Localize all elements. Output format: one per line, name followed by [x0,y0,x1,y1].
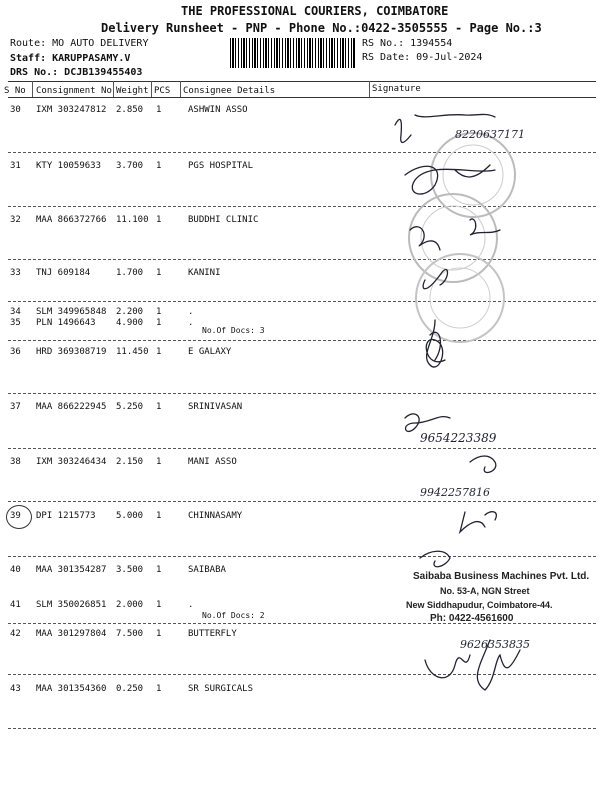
row-weight: 2.200 [116,307,144,317]
row-pcs: 1 [156,161,162,171]
docs-count: No.Of Docs: 3 [202,326,265,335]
row-sno: 30 [10,105,21,115]
stamp-company: Saibaba Business Machines Pvt. Ltd. [413,571,590,582]
docs-count: No.Of Docs: 2 [202,611,265,620]
row-consignment: HRD 369308719 [36,347,107,357]
row-consignee: KANINI [188,268,221,278]
row-sno: 37 [10,402,21,412]
row-weight: 7.500 [116,629,144,639]
signature-scribbles [375,100,595,730]
row-consignment: SLM 349965848 [36,307,107,317]
row-pcs: 1 [156,105,162,115]
row-consignee: MANI ASSO [188,457,237,467]
row-weight: 4.900 [116,318,144,328]
row-weight: 11.450 [116,347,149,357]
row-weight: 3.500 [116,565,144,575]
rs-number: RS No.: 1394554 [362,38,453,49]
row-consignee: CHINNASAMY [188,511,243,521]
col-consignee: Consignee Details [183,86,276,96]
row-consignment: DPI 1215773 [36,511,96,521]
handwritten-phone-42: 9626353835 [460,638,530,651]
runsheet-subtitle: Delivery Runsheet - PNP - Phone No.:0422-3505555 - Page No.:3 [101,21,542,35]
row-pcs: 1 [156,511,162,521]
row-sno: 32 [10,215,21,225]
row-sno: 35 [10,318,21,328]
row-consignment: MAA 301354287 [36,565,107,575]
row-sno: 31 [10,161,21,171]
row-consignment: PLN 1496643 [36,318,96,328]
route-label: Route: MO AUTO DELIVERY [10,38,149,49]
row-pcs: 1 [156,268,162,278]
row-sno: 41 [10,600,21,610]
row-weight: 2.000 [116,600,144,610]
handwritten-phone-38: 9942257816 [420,486,490,499]
row-consignment: KTY 10059633 [36,161,102,171]
row-consignment: MAA 866222945 [36,402,107,412]
row-pcs: 1 [156,600,162,610]
row-weight: 3.700 [116,161,144,171]
row-weight: 0.250 [116,684,144,694]
company-name: THE PROFESSIONAL COURIERS, COIMBATORE [181,4,449,18]
row-consignment: TNJ 609184 [36,268,91,278]
col-sno: S No [4,86,26,96]
staff-label: Staff: KARUPPASAMY.V [10,53,131,64]
row-sno: 42 [10,629,21,639]
row-weight: 1.700 [116,268,144,278]
row-sno: 34 [10,307,21,317]
row-weight: 2.850 [116,105,144,115]
row-pcs: 1 [156,318,162,328]
row-weight: 5.250 [116,402,144,412]
row-consignment: MAA 866372766 [36,215,107,225]
row-sno: 43 [10,684,21,694]
row-pcs: 1 [156,684,162,694]
handwritten-phone-37: 9654223389 [420,431,497,445]
row-consignee: ASHWIN ASSO [188,105,248,115]
stamp-phone: Ph: 0422-4561600 [430,613,514,624]
rs-date: RS Date: 09-Jul-2024 [362,52,483,63]
row-sno: 33 [10,268,21,278]
row-consignment: MAA 301354360 [36,684,107,694]
row-sno: 38 [10,457,21,467]
stamp-city: New Siddhapudur, Coimbatore-44. [406,600,553,610]
row-consignee: . [188,318,194,328]
row-pcs: 1 [156,457,162,467]
row-pcs: 1 [156,307,162,317]
row-consignee: SRINIVASAN [188,402,243,412]
row-consignee: SR SURGICALS [188,684,254,694]
row-consignment: IXM 303247812 [36,105,107,115]
row-pcs: 1 [156,402,162,412]
row-pcs: 1 [156,565,162,575]
row-sno: 40 [10,565,21,575]
row-pcs: 1 [156,629,162,639]
row-pcs: 1 [156,215,162,225]
row-consignee: BUDDHI CLINIC [188,215,259,225]
row-consignee: E GALAXY [188,347,232,357]
col-signature: Signature [372,84,421,94]
row-consignee: PGS HOSPITAL [188,161,254,171]
col-consignment: Consignment No [36,86,112,96]
row-weight: 5.000 [116,511,144,521]
drs-number: DRS No.: DCJB139455403 [10,67,143,78]
header-bottom-rule [8,97,596,98]
row-consignment: SLM 350026851 [36,600,107,610]
stamp-address: No. 53-A, NGN Street [440,586,530,596]
row-consignment: MAA 301297804 [36,629,107,639]
row-consignee: . [188,600,194,610]
row-weight: 11.100 [116,215,149,225]
row-consignee: BUTTERFLY [188,629,237,639]
header-top-rule [8,81,596,82]
col-pcs: PCS [154,86,171,96]
row-consignment: IXM 303246434 [36,457,107,467]
row-weight: 2.150 [116,457,144,467]
handwritten-phone-30: 8220637171 [455,128,525,141]
row-sno: 36 [10,347,21,357]
row-sno: 39 [10,511,21,521]
row-consignee: . [188,307,194,317]
row-pcs: 1 [156,347,162,357]
col-weight: Weight [116,86,149,96]
barcode [230,38,356,68]
row-consignee: SAIBABA [188,565,226,575]
